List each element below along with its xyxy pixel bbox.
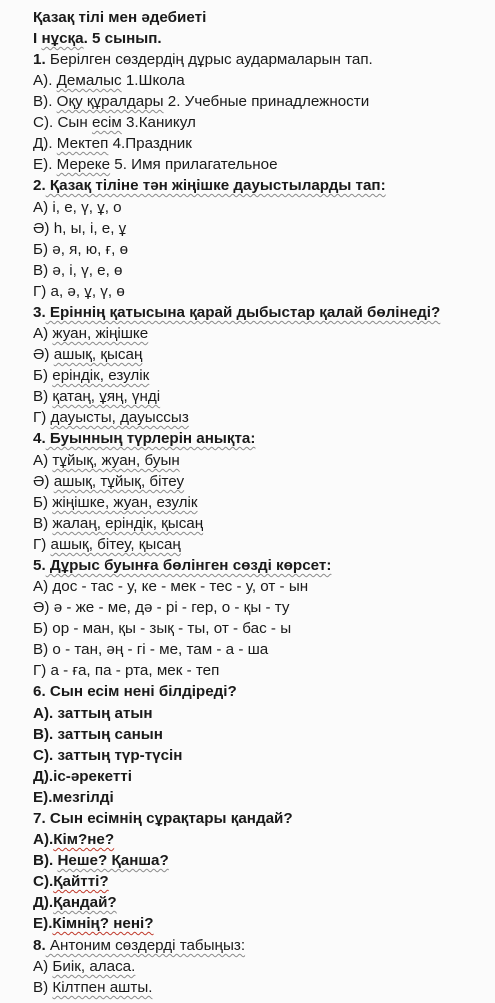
q2-option-a: А) і, е, ү, ұ, о [33, 199, 122, 216]
q1-option-d: Д). Мектеп 4.Праздник [33, 135, 192, 152]
q5-option-g: Г) а - ға, па - рта, мек - теп [33, 662, 220, 679]
q2-option-v: В) ә, і, ү, е, ө [33, 262, 123, 279]
question-5-title: 5. Дұрыс буынға бөлінген сөзді көрсет: [33, 557, 332, 574]
question-7-title: 7. Сын есімнің сұрақтары қандай? [33, 810, 293, 827]
q4-option-v: В) жалаң, еріндік, қысаң [33, 515, 204, 532]
q8-option-a: А) Биік, аласа. [33, 958, 136, 975]
q3-option-ae: Ә) ашық, қысаң [33, 346, 143, 363]
q7-option-e: Е).Кімнің? нені? [33, 915, 154, 932]
q4-option-g: Г) ашық, бітеу, қысаң [33, 536, 181, 553]
q4-option-b: Б) жіңішке, жуан, езулік [33, 494, 198, 511]
q5-option-ae: Ә) ә - же - ме, дә - рі - гер, о - қы - ту [33, 599, 290, 616]
q6-option-c: С). заттың түр-түсін [33, 747, 183, 764]
question-6-title: 6. Сын есім нені білдіреді? [33, 683, 237, 700]
q2-option-b: Б) ә, я, ю, ғ, ө [33, 241, 129, 258]
question-2-title: 2. Қазақ тіліне тән жіңішке дауыстыларды тап: [33, 177, 386, 194]
q6-option-e: Е).мезгілді [33, 789, 114, 806]
question-1-title: 1. Берілген сөздердің дұрыс аудармаларын тап. [33, 51, 373, 68]
q6-option-d: Д).іс-әрекетті [33, 768, 132, 785]
question-3-title: 3. Еріннің қатысына қарай дыбыстар қалай бөлінеді? [33, 304, 441, 321]
q7-option-c: С).Қайтті? [33, 873, 109, 890]
q2-option-g: Г) а, ә, ұ, ү, ө [33, 283, 125, 300]
q3-option-a: А) жуан, жіңішке [33, 325, 149, 342]
q6-option-a: А). заттың атын [33, 705, 153, 722]
q3-option-g: Г) дауысты, дауыссыз [33, 409, 189, 426]
q1-option-b: В). Оқу құралдары 2. Учебные принадлежности [33, 93, 370, 110]
q7-option-d: Д).Қандай? [33, 894, 117, 911]
q1-option-c: С). Сын есім 3.Каникул [33, 114, 196, 131]
q4-option-a: А) тұйық, жуан, буын [33, 452, 180, 469]
q4-option-ae: Ә) ашық, тұйық, бітеу [33, 473, 185, 490]
q5-option-v: В) о - тан, әң - гі - ме, там - а - ша [33, 641, 269, 658]
q3-option-v: В) қатаң, ұяң, үнді [33, 388, 161, 405]
question-4-title: 4. Буынның түрлерін анықта: [33, 430, 256, 447]
q5-option-b: Б) ор - ман, қы - зық - ты, от - бас - ы [33, 620, 292, 637]
q8-option-b: В) Кілтпен ашты. [33, 979, 153, 996]
question-8-title: 8. Антоним сөздерді табыңыз: [33, 937, 246, 954]
q1-option-e: Е). Мереке 5. Имя прилагательное [33, 156, 278, 173]
q2-option-ae: Ә) һ, ы, і, е, ұ [33, 220, 127, 237]
q3-option-b: Б) еріндік, езулік [33, 367, 150, 384]
subject-title: Қазақ тілі мен әдебиеті [33, 9, 207, 26]
q5-option-a: А) дос - тас - у, ке - мек - тес - у, от - ын [33, 578, 309, 595]
variant-line: І нұсқа. 5 сынып. [33, 30, 162, 47]
q6-option-b: В). заттың санын [33, 726, 163, 743]
q7-option-b: В). Неше? Қанша? [33, 852, 169, 869]
q7-option-a: А).Кім?не? [33, 831, 115, 848]
q1-option-a: А). Демалыс 1.Школа [33, 72, 185, 89]
